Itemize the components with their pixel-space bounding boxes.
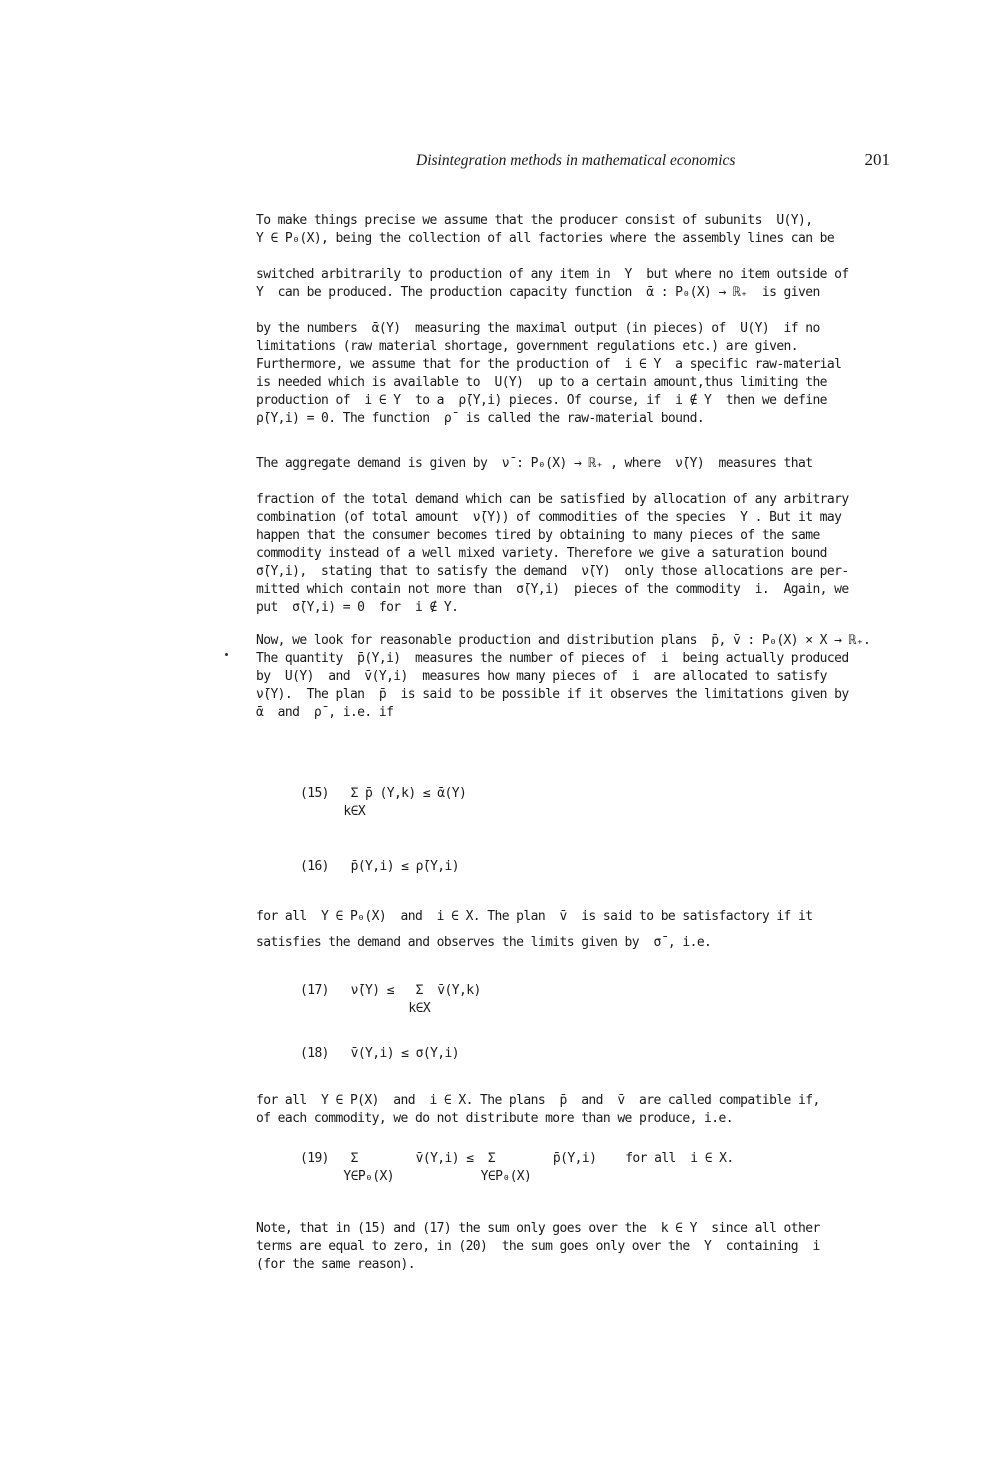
paragraph-production-capacity: To make things precise we assume that the producer consist of subunits U(Y), Y ∈ P₀(X), being the collection of all factories where the assembly lines can be switched arbitrarily to production of any item in Y but where no item outside of Y can be produced. The production capacity function ᾱ : P₀(X) → ℝ₊ is given by the numbers ᾱ(Y) measuring the maximal output (in pieces) of U(Y) if no limitations (raw material shortage, government regulations etc.) are given. Furthermore, we assume that for the production of i ∈ Y a specific raw-material is needed which is available to U(Y) up to a certain amount,thus limiting the production of i ∈ Y to a ρ̄(Y,i) pieces. Of course, if i ∉ Y then we define ρ̄(Y,i) = 0. The function ρ̄ is called the raw-material bound. — [256, 213, 849, 426]
paragraph-satisfactory: for all Y ∈ P₀(X) and i ∈ X. The plan v̄ is said to be satisfactory if it satisfies the demand and observes the limits given by σ̄ , i.e. — [256, 909, 813, 950]
equation-16: (16) p̄(Y,i) ≤ ρ̄(Y,i) — [300, 859, 459, 874]
paragraph-compatible: for all Y ∈ P(X) and i ∈ X. The plans p̄ and v̄ are called compatible if, of each commodity, we do not distribute more than we produce, i.e. — [256, 1093, 820, 1126]
paragraph-aggregate-demand: The aggregate demand is given by ν̄ : P₀(X) → ℝ₊ , where ν̄(Y) measures that fraction of the total demand which can be satisfied by allocation of any arbitrary combination (of total amount ν̄(Y)) of commodities of the species Y . But it may happen that the consumer becomes tired by obtaining to many pieces of the same commodity instead of a well mixed variety. Therefore we give a saturation bound σ̄(Y,i), stating that to satisfy the demand ν̄(Y) only those allocations are per- mitted which contain not more than σ̄(Y,i) pieces of the commodity i. Again, we put σ̄(Y,i) = 0 for i ∉ Y. — [256, 456, 849, 615]
equation-17: (17) ν̄(Y) ≤ Σ v̄(Y,k) k∈X — [300, 983, 481, 1016]
equation-18: (18) v̄(Y,i) ≤ σ(Y,i) — [300, 1046, 459, 1061]
paragraph-note: Note, that in (15) and (17) the sum only goes over the k ∈ Y since all other terms are equal to zero, in (20) the sum goes only over the Y containing i (for the same reason). — [256, 1221, 820, 1272]
running-header — [416, 152, 892, 174]
page-number: 201 — [864, 150, 890, 169]
margin-mark — [225, 653, 228, 656]
equation-19: (19) Σ v̄(Y,i) ≤ Σ p̄(Y,i) for all i ∈ X. Y∈P₀(X) Y∈P₀(X) — [300, 1151, 734, 1184]
paragraph-plans: Now, we look for reasonable production and distribution plans p̄, v̄ : P₀(X) × X → ℝ₊. The quantity p̄(Y,i) measures the number of pieces of i being actually produced by U(Y) and v̄(Y,i) measures how many pieces of i are allocated to satisfy ν̄(Y). The plan p̄ is said to be possible if it observes the limitations given by ᾱ and ρ̄ , i.e. if — [256, 633, 871, 720]
equation-15: (15) Σ p̄ (Y,k) ≤ ᾱ(Y) k∈X — [300, 786, 467, 819]
running-title: Disintegration methods in mathematical economics — [416, 152, 736, 169]
